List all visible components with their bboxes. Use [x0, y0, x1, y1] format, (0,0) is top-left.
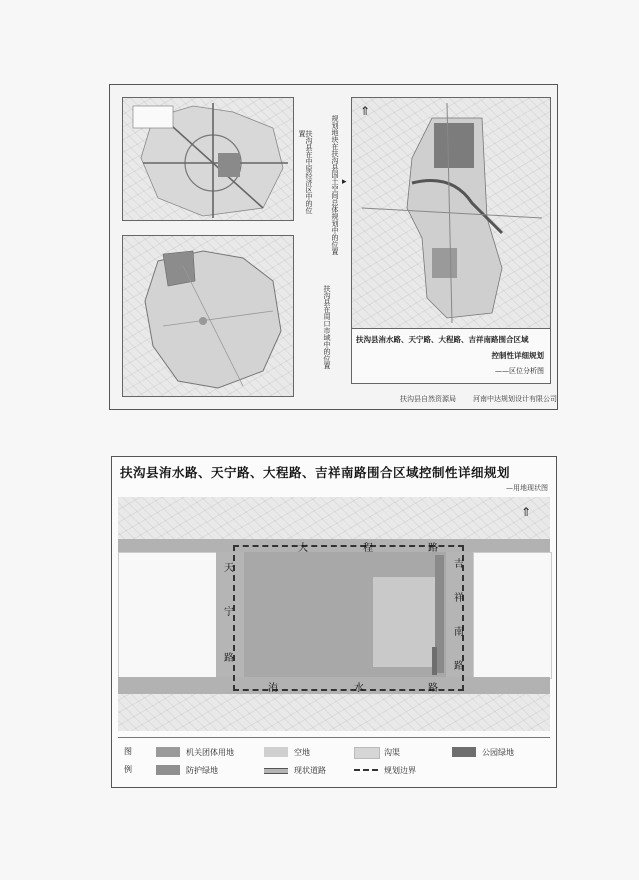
middle-caption: 规划地块在扶沟县国土空间总体规划中的位置: [331, 115, 339, 255]
legend-heading-1: 图: [124, 747, 132, 756]
legend-swatch-protective-green: [156, 765, 180, 775]
title-line1: 扶沟县洧水路、天宁路、大程路、吉祥南路围合区域: [356, 335, 529, 344]
land-use-subtitle: —用地现状图: [506, 484, 548, 492]
central-plains-inset-map: [122, 97, 294, 221]
footer-right: 河南中达规划设计有限公司: [473, 395, 557, 403]
legend-swatch-park-green: [452, 747, 476, 757]
west-road-label-3: 路: [224, 653, 234, 664]
legend-label-park-green: 公园绿地: [482, 748, 514, 757]
county-plan-map: [351, 97, 551, 329]
zhoukou-inset-map: [122, 235, 294, 397]
arrow-right-icon: ▸: [342, 177, 347, 187]
north-road-label-1: 大: [298, 543, 308, 554]
south-road-label-2: 水: [354, 683, 364, 694]
south-road-label-1: 洧: [268, 683, 278, 694]
east-road-label-2: 祥: [454, 593, 464, 604]
legend-label-planning-boundary: 规划边界: [384, 766, 416, 775]
legend-label-existing-road: 现状道路: [294, 766, 326, 775]
inset1-caption: 扶沟县在中原经济区中的位置: [298, 130, 313, 214]
north-road-label-3: 路: [428, 543, 438, 554]
north-arrow-icon: ⇑: [360, 104, 371, 118]
planning-boundary: [233, 545, 464, 691]
legend-label-institutional: 机关团体用地: [186, 748, 234, 757]
legend: [118, 737, 550, 782]
legend-label-protective-green: 防护绿地: [186, 766, 218, 775]
legend-label-open-land: 空地: [294, 748, 310, 757]
east-road-label-3: 南: [454, 627, 464, 638]
legend-swatch-open-land: [264, 747, 288, 757]
legend-swatch-existing-road: [264, 768, 288, 774]
location-title-block: [351, 328, 551, 384]
north-road-label-2: 程: [363, 543, 373, 554]
title-line3: ——区位分析图: [495, 367, 544, 375]
inset2-caption: 扶沟县在周口市域中的位置: [323, 285, 331, 369]
legend-label-ditch: 沟渠: [384, 748, 400, 757]
land-use-title: 扶沟县洧水路、天宁路、大程路、吉祥南路围合区域控制性详细规划: [120, 465, 511, 480]
west-road-label-2: 宁: [224, 607, 234, 618]
legend-heading-2: 例: [124, 765, 132, 774]
land-use-figure: [111, 456, 557, 788]
west-vacant-block: [118, 552, 218, 679]
legend-swatch-ditch: [354, 747, 380, 759]
east-road-label-4: 路: [454, 661, 464, 672]
legend-swatch-planning-boundary: [354, 769, 378, 771]
east-road-label-1: 吉: [454, 559, 464, 570]
south-road-label-3: 路: [428, 683, 438, 694]
title-line2: 控制性详细规划: [491, 351, 544, 360]
footer-left: 扶沟县自然资源局: [400, 395, 456, 403]
legend-swatch-institutional: [156, 747, 180, 757]
land-use-map: [118, 497, 550, 731]
west-road-label-1: 天: [224, 563, 234, 574]
east-vacant-block: [473, 552, 552, 679]
location-analysis-figure: [109, 84, 558, 410]
north-arrow-icon: ⇑: [521, 505, 532, 519]
